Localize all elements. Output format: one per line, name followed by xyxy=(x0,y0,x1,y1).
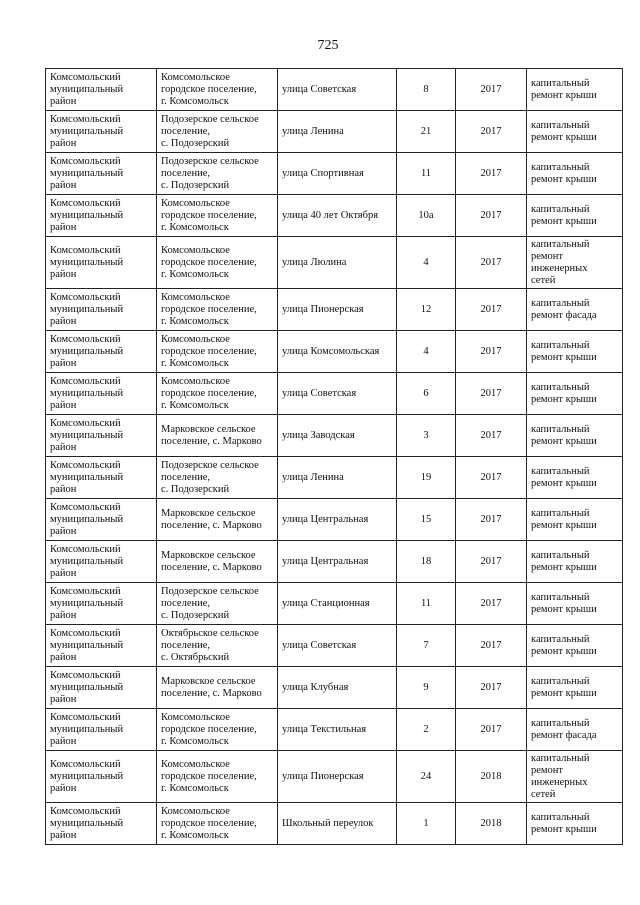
district-cell: Комсомольский муниципальный район xyxy=(46,751,157,803)
work-type-cell: капитальный ремонт крыши xyxy=(527,195,623,237)
table-row xyxy=(46,237,623,289)
settlement-cell: Подозерское сельское поселение, с. Подозерский xyxy=(157,583,278,625)
work-type-cell: капитальный ремонт крыши xyxy=(527,541,623,583)
district-cell: Комсомольский муниципальный район xyxy=(46,709,157,751)
house-number-cell: 10а xyxy=(397,195,456,237)
settlement-cell: Комсомольское городское поселение, г. Комсомольск xyxy=(157,373,278,415)
table-row xyxy=(46,803,623,845)
settlement-cell: Комсомольское городское поселение, г. Комсомольск xyxy=(157,751,278,803)
district-cell: Комсомольский муниципальный район xyxy=(46,457,157,499)
street-cell: улица Ленина xyxy=(278,457,397,499)
year-cell: 2017 xyxy=(456,153,527,195)
settlement-cell: Марковское сельское поселение, с. Марково xyxy=(157,541,278,583)
settlement-cell: Подозерское сельское поселение, с. Подозерский xyxy=(157,153,278,195)
table-row xyxy=(46,111,623,153)
settlement-cell: Октябрьское сельское поселение, с. Октябрьский xyxy=(157,625,278,667)
work-type-cell: капитальный ремонт крыши xyxy=(527,153,623,195)
work-type-cell: капитальный ремонт крыши xyxy=(527,457,623,499)
table-row xyxy=(46,195,623,237)
settlement-cell: Марковское сельское поселение, с. Марково xyxy=(157,499,278,541)
district-cell: Комсомольский муниципальный район xyxy=(46,499,157,541)
house-number-cell: 24 xyxy=(397,751,456,803)
table-row xyxy=(46,541,623,583)
street-cell: улица Станционная xyxy=(278,583,397,625)
settlement-cell: Комсомольское городское поселение, г. Комсомольск xyxy=(157,331,278,373)
work-type-cell: капитальный ремонт крыши xyxy=(527,667,623,709)
street-cell: улица Центральная xyxy=(278,499,397,541)
street-cell: улица Советская xyxy=(278,69,397,111)
work-type-cell: капитальный ремонт инженерных сетей xyxy=(527,237,623,289)
work-type-cell: капитальный ремонт крыши xyxy=(527,803,623,845)
district-cell: Комсомольский муниципальный район xyxy=(46,373,157,415)
district-cell: Комсомольский муниципальный район xyxy=(46,415,157,457)
district-cell: Комсомольский муниципальный район xyxy=(46,331,157,373)
street-cell: улица Спортивная xyxy=(278,153,397,195)
street-cell: улица Советская xyxy=(278,625,397,667)
year-cell: 2017 xyxy=(456,331,527,373)
street-cell: улица Пионерская xyxy=(278,751,397,803)
year-cell: 2017 xyxy=(456,583,527,625)
year-cell: 2017 xyxy=(456,373,527,415)
district-cell: Комсомольский муниципальный район xyxy=(46,625,157,667)
table-row xyxy=(46,709,623,751)
year-cell: 2017 xyxy=(456,289,527,331)
street-cell: улица Пионерская xyxy=(278,289,397,331)
house-number-cell: 11 xyxy=(397,153,456,195)
street-cell: улица Советская xyxy=(278,373,397,415)
table-row xyxy=(46,289,623,331)
work-type-cell: капитальный ремонт крыши xyxy=(527,625,623,667)
year-cell: 2017 xyxy=(456,69,527,111)
district-cell: Комсомольский муниципальный район xyxy=(46,69,157,111)
district-cell: Комсомольский муниципальный район xyxy=(46,289,157,331)
table-row xyxy=(46,153,623,195)
street-cell: улица Текстильная xyxy=(278,709,397,751)
street-cell: улица 40 лет Октября xyxy=(278,195,397,237)
table-row xyxy=(46,751,623,803)
table-row xyxy=(46,373,623,415)
street-cell: улица Клубная xyxy=(278,667,397,709)
house-number-cell: 3 xyxy=(397,415,456,457)
work-type-cell: капитальный ремонт фасада xyxy=(527,709,623,751)
year-cell: 2017 xyxy=(456,415,527,457)
year-cell: 2017 xyxy=(456,709,527,751)
district-cell: Комсомольский муниципальный район xyxy=(46,667,157,709)
year-cell: 2017 xyxy=(456,111,527,153)
house-number-cell: 12 xyxy=(397,289,456,331)
street-cell: улица Заводская xyxy=(278,415,397,457)
year-cell: 2017 xyxy=(456,667,527,709)
work-type-cell: капитальный ремонт инженерных сетей xyxy=(527,751,623,803)
table-row xyxy=(46,69,623,111)
settlement-cell: Комсомольское городское поселение, г. Комсомольск xyxy=(157,289,278,331)
table-row xyxy=(46,625,623,667)
settlement-cell: Комсомольское городское поселение, г. Комсомольск xyxy=(157,709,278,751)
repair-schedule-table xyxy=(45,68,623,845)
table-row xyxy=(46,499,623,541)
house-number-cell: 19 xyxy=(397,457,456,499)
house-number-cell: 4 xyxy=(397,237,456,289)
settlement-cell: Комсомольское городское поселение, г. Комсомольск xyxy=(157,69,278,111)
house-number-cell: 11 xyxy=(397,583,456,625)
street-cell: улица Ленина xyxy=(278,111,397,153)
settlement-cell: Подозерское сельское поселение, с. Подозерский xyxy=(157,457,278,499)
year-cell: 2018 xyxy=(456,751,527,803)
year-cell: 2017 xyxy=(456,625,527,667)
year-cell: 2017 xyxy=(456,499,527,541)
street-cell: улица Центральная xyxy=(278,541,397,583)
work-type-cell: капитальный ремонт крыши xyxy=(527,499,623,541)
work-type-cell: капитальный ремонт крыши xyxy=(527,69,623,111)
work-type-cell: капитальный ремонт крыши xyxy=(527,415,623,457)
district-cell: Комсомольский муниципальный район xyxy=(46,583,157,625)
house-number-cell: 1 xyxy=(397,803,456,845)
page-number: 725 xyxy=(317,38,339,53)
settlement-cell: Подозерское сельское поселение, с. Подозерский xyxy=(157,111,278,153)
house-number-cell: 4 xyxy=(397,331,456,373)
table-row xyxy=(46,667,623,709)
year-cell: 2017 xyxy=(456,195,527,237)
district-cell: Комсомольский муниципальный район xyxy=(46,111,157,153)
work-type-cell: капитальный ремонт крыши xyxy=(527,331,623,373)
house-number-cell: 15 xyxy=(397,499,456,541)
district-cell: Комсомольский муниципальный район xyxy=(46,803,157,845)
work-type-cell: капитальный ремонт крыши xyxy=(527,373,623,415)
settlement-cell: Марковское сельское поселение, с. Марково xyxy=(157,667,278,709)
table-row xyxy=(46,583,623,625)
settlement-cell: Комсомольское городское поселение, г. Комсомольск xyxy=(157,803,278,845)
year-cell: 2017 xyxy=(456,457,527,499)
street-cell: Школьный переулок xyxy=(278,803,397,845)
settlement-cell: Комсомольское городское поселение, г. Комсомольск xyxy=(157,195,278,237)
settlement-cell: Комсомольское городское поселение, г. Комсомольск xyxy=(157,237,278,289)
table-row xyxy=(46,331,623,373)
street-cell: улица Люлина xyxy=(278,237,397,289)
house-number-cell: 2 xyxy=(397,709,456,751)
house-number-cell: 18 xyxy=(397,541,456,583)
district-cell: Комсомольский муниципальный район xyxy=(46,541,157,583)
work-type-cell: капитальный ремонт фасада xyxy=(527,289,623,331)
work-type-cell: капитальный ремонт крыши xyxy=(527,583,623,625)
district-cell: Комсомольский муниципальный район xyxy=(46,237,157,289)
year-cell: 2017 xyxy=(456,237,527,289)
house-number-cell: 8 xyxy=(397,69,456,111)
table-row xyxy=(46,415,623,457)
year-cell: 2017 xyxy=(456,541,527,583)
district-cell: Комсомольский муниципальный район xyxy=(46,153,157,195)
settlement-cell: Марковское сельское поселение, с. Марково xyxy=(157,415,278,457)
house-number-cell: 7 xyxy=(397,625,456,667)
house-number-cell: 6 xyxy=(397,373,456,415)
house-number-cell: 21 xyxy=(397,111,456,153)
year-cell: 2018 xyxy=(456,803,527,845)
district-cell: Комсомольский муниципальный район xyxy=(46,195,157,237)
table-row xyxy=(46,457,623,499)
house-number-cell: 9 xyxy=(397,667,456,709)
work-type-cell: капитальный ремонт крыши xyxy=(527,111,623,153)
street-cell: улица Комсомольская xyxy=(278,331,397,373)
